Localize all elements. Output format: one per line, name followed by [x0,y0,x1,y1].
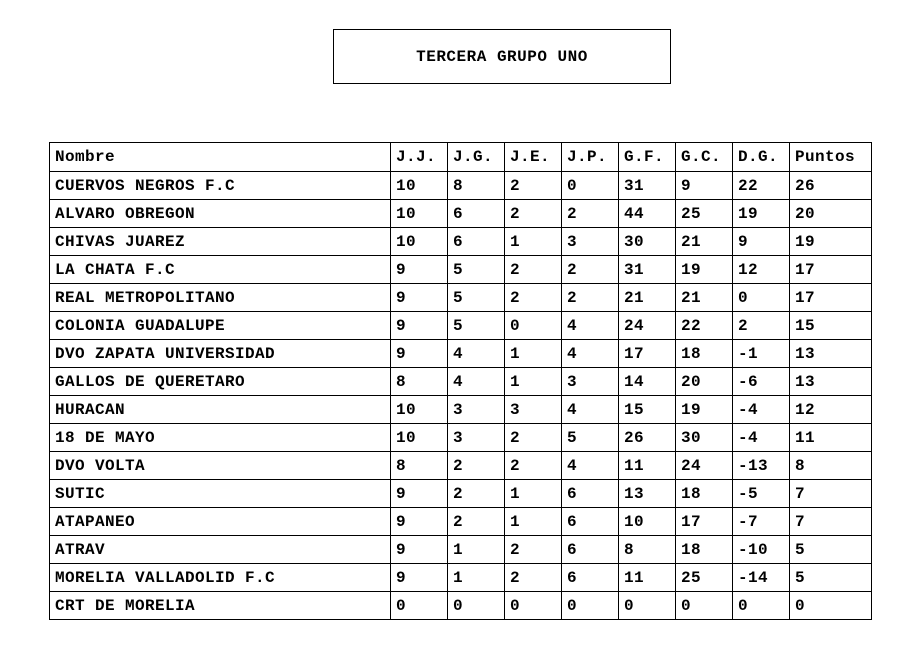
cell-jp: 2 [562,256,619,284]
table-row [50,200,872,228]
cell-name: COLONIA GUADALUPE [50,312,391,340]
header-row [50,143,872,172]
cell-jp: 2 [562,200,619,228]
cell-je: 0 [505,592,562,620]
cell-name: CRT DE MORELIA [50,592,391,620]
cell-je: 2 [505,200,562,228]
cell-gc: 25 [676,200,733,228]
cell-puntos: 5 [790,536,872,564]
page-title [333,29,671,84]
cell-puntos: 5 [790,564,872,592]
cell-puntos: 26 [790,172,872,200]
cell-dg: -4 [733,396,790,424]
cell-je: 1 [505,340,562,368]
cell-gf: 11 [619,452,676,480]
cell-jg: 1 [448,564,505,592]
cell-dg: -4 [733,424,790,452]
cell-dg: -5 [733,480,790,508]
cell-jj: 9 [391,340,448,368]
cell-jg: 4 [448,368,505,396]
cell-gf: 8 [619,536,676,564]
cell-jj: 10 [391,172,448,200]
cell-puntos: 20 [790,200,872,228]
cell-je: 1 [505,228,562,256]
cell-dg: 0 [733,284,790,312]
cell-jp: 6 [562,564,619,592]
column-header-jp: J.P. [562,143,619,172]
cell-jp: 6 [562,508,619,536]
cell-dg: 22 [733,172,790,200]
cell-gc: 18 [676,340,733,368]
cell-dg: -14 [733,564,790,592]
column-header-dg: D.G. [733,143,790,172]
cell-puntos: 0 [790,592,872,620]
cell-jj: 9 [391,312,448,340]
cell-gf: 30 [619,228,676,256]
standings-table-body [50,172,872,620]
cell-gf: 15 [619,396,676,424]
column-header-jg: J.G. [448,143,505,172]
table-row [50,172,872,200]
cell-jp: 6 [562,536,619,564]
cell-jj: 9 [391,256,448,284]
cell-jp: 3 [562,368,619,396]
table-row [50,508,872,536]
cell-gc: 22 [676,312,733,340]
cell-name: 18 DE MAYO [50,424,391,452]
cell-gc: 19 [676,396,733,424]
cell-name: DVO VOLTA [50,452,391,480]
cell-dg: 9 [733,228,790,256]
cell-jg: 2 [448,480,505,508]
cell-je: 1 [505,480,562,508]
cell-dg: -1 [733,340,790,368]
cell-jg: 5 [448,312,505,340]
cell-jp: 0 [562,592,619,620]
table-row [50,564,872,592]
cell-jg: 6 [448,200,505,228]
cell-gf: 31 [619,256,676,284]
cell-gc: 24 [676,452,733,480]
standings-table [49,142,872,620]
cell-name: REAL METROPOLITANO [50,284,391,312]
cell-name: ALVARO OBREGON [50,200,391,228]
cell-jp: 4 [562,396,619,424]
cell-dg: 12 [733,256,790,284]
cell-puntos: 7 [790,508,872,536]
cell-jg: 2 [448,508,505,536]
cell-gc: 0 [676,592,733,620]
cell-jp: 4 [562,452,619,480]
cell-puntos: 19 [790,228,872,256]
cell-gf: 14 [619,368,676,396]
cell-jj: 10 [391,228,448,256]
cell-jj: 9 [391,564,448,592]
cell-jg: 1 [448,536,505,564]
cell-jp: 4 [562,340,619,368]
table-row [50,452,872,480]
cell-je: 2 [505,424,562,452]
table-row [50,368,872,396]
cell-dg: -10 [733,536,790,564]
cell-puntos: 8 [790,452,872,480]
cell-jg: 0 [448,592,505,620]
cell-jp: 0 [562,172,619,200]
cell-name: HURACAN [50,396,391,424]
cell-gc: 17 [676,508,733,536]
cell-jj: 9 [391,508,448,536]
cell-jg: 3 [448,424,505,452]
cell-gc: 20 [676,368,733,396]
page-title-text: TERCERA GRUPO UNO [416,47,588,66]
cell-puntos: 15 [790,312,872,340]
cell-jp: 3 [562,228,619,256]
cell-jj: 10 [391,396,448,424]
cell-jg: 8 [448,172,505,200]
cell-dg: 0 [733,592,790,620]
cell-jj: 10 [391,200,448,228]
column-header-gc: G.C. [676,143,733,172]
cell-jg: 4 [448,340,505,368]
table-row [50,480,872,508]
cell-je: 1 [505,368,562,396]
cell-jg: 6 [448,228,505,256]
cell-name: SUTIC [50,480,391,508]
cell-puntos: 17 [790,284,872,312]
table-row [50,228,872,256]
cell-jp: 2 [562,284,619,312]
cell-name: ATAPANEO [50,508,391,536]
cell-name: LA CHATA F.C [50,256,391,284]
cell-puntos: 7 [790,480,872,508]
cell-puntos: 13 [790,340,872,368]
cell-je: 2 [505,452,562,480]
table-row [50,396,872,424]
cell-gf: 26 [619,424,676,452]
table-row [50,284,872,312]
cell-je: 2 [505,536,562,564]
cell-dg: -13 [733,452,790,480]
cell-jj: 9 [391,284,448,312]
cell-gf: 10 [619,508,676,536]
cell-dg: -6 [733,368,790,396]
cell-gf: 0 [619,592,676,620]
cell-jg: 5 [448,284,505,312]
cell-dg: 2 [733,312,790,340]
table-row [50,312,872,340]
cell-jp: 4 [562,312,619,340]
cell-gc: 9 [676,172,733,200]
cell-name: DVO ZAPATA UNIVERSIDAD [50,340,391,368]
cell-gf: 24 [619,312,676,340]
cell-gf: 44 [619,200,676,228]
cell-puntos: 11 [790,424,872,452]
table-row [50,424,872,452]
cell-jj: 0 [391,592,448,620]
cell-jj: 8 [391,368,448,396]
column-header-gf: G.F. [619,143,676,172]
cell-jj: 10 [391,424,448,452]
column-header-puntos: Puntos [790,143,872,172]
cell-jj: 8 [391,452,448,480]
cell-jg: 5 [448,256,505,284]
cell-puntos: 12 [790,396,872,424]
cell-name: ATRAV [50,536,391,564]
cell-gc: 18 [676,480,733,508]
cell-jp: 5 [562,424,619,452]
cell-je: 3 [505,396,562,424]
cell-je: 2 [505,256,562,284]
cell-jj: 9 [391,536,448,564]
column-header-jj: J.J. [391,143,448,172]
cell-je: 2 [505,564,562,592]
column-header-je: J.E. [505,143,562,172]
cell-je: 2 [505,284,562,312]
cell-name: CHIVAS JUAREZ [50,228,391,256]
cell-puntos: 13 [790,368,872,396]
cell-dg: -7 [733,508,790,536]
cell-je: 0 [505,312,562,340]
table-row [50,256,872,284]
cell-gc: 21 [676,228,733,256]
cell-gc: 18 [676,536,733,564]
cell-gc: 25 [676,564,733,592]
standings-table-header [50,143,872,172]
cell-gc: 30 [676,424,733,452]
cell-gf: 31 [619,172,676,200]
table-row [50,592,872,620]
cell-je: 1 [505,508,562,536]
cell-jg: 3 [448,396,505,424]
cell-name: CUERVOS NEGROS F.C [50,172,391,200]
cell-jp: 6 [562,480,619,508]
column-header-name: Nombre [50,143,391,172]
table-row [50,536,872,564]
cell-gf: 13 [619,480,676,508]
table-row [50,340,872,368]
cell-jg: 2 [448,452,505,480]
cell-je: 2 [505,172,562,200]
cell-gf: 21 [619,284,676,312]
cell-gf: 17 [619,340,676,368]
cell-gc: 19 [676,256,733,284]
cell-dg: 19 [733,200,790,228]
cell-gf: 11 [619,564,676,592]
cell-name: MORELIA VALLADOLID F.C [50,564,391,592]
cell-gc: 21 [676,284,733,312]
cell-name: GALLOS DE QUERETARO [50,368,391,396]
cell-jj: 9 [391,480,448,508]
cell-puntos: 17 [790,256,872,284]
